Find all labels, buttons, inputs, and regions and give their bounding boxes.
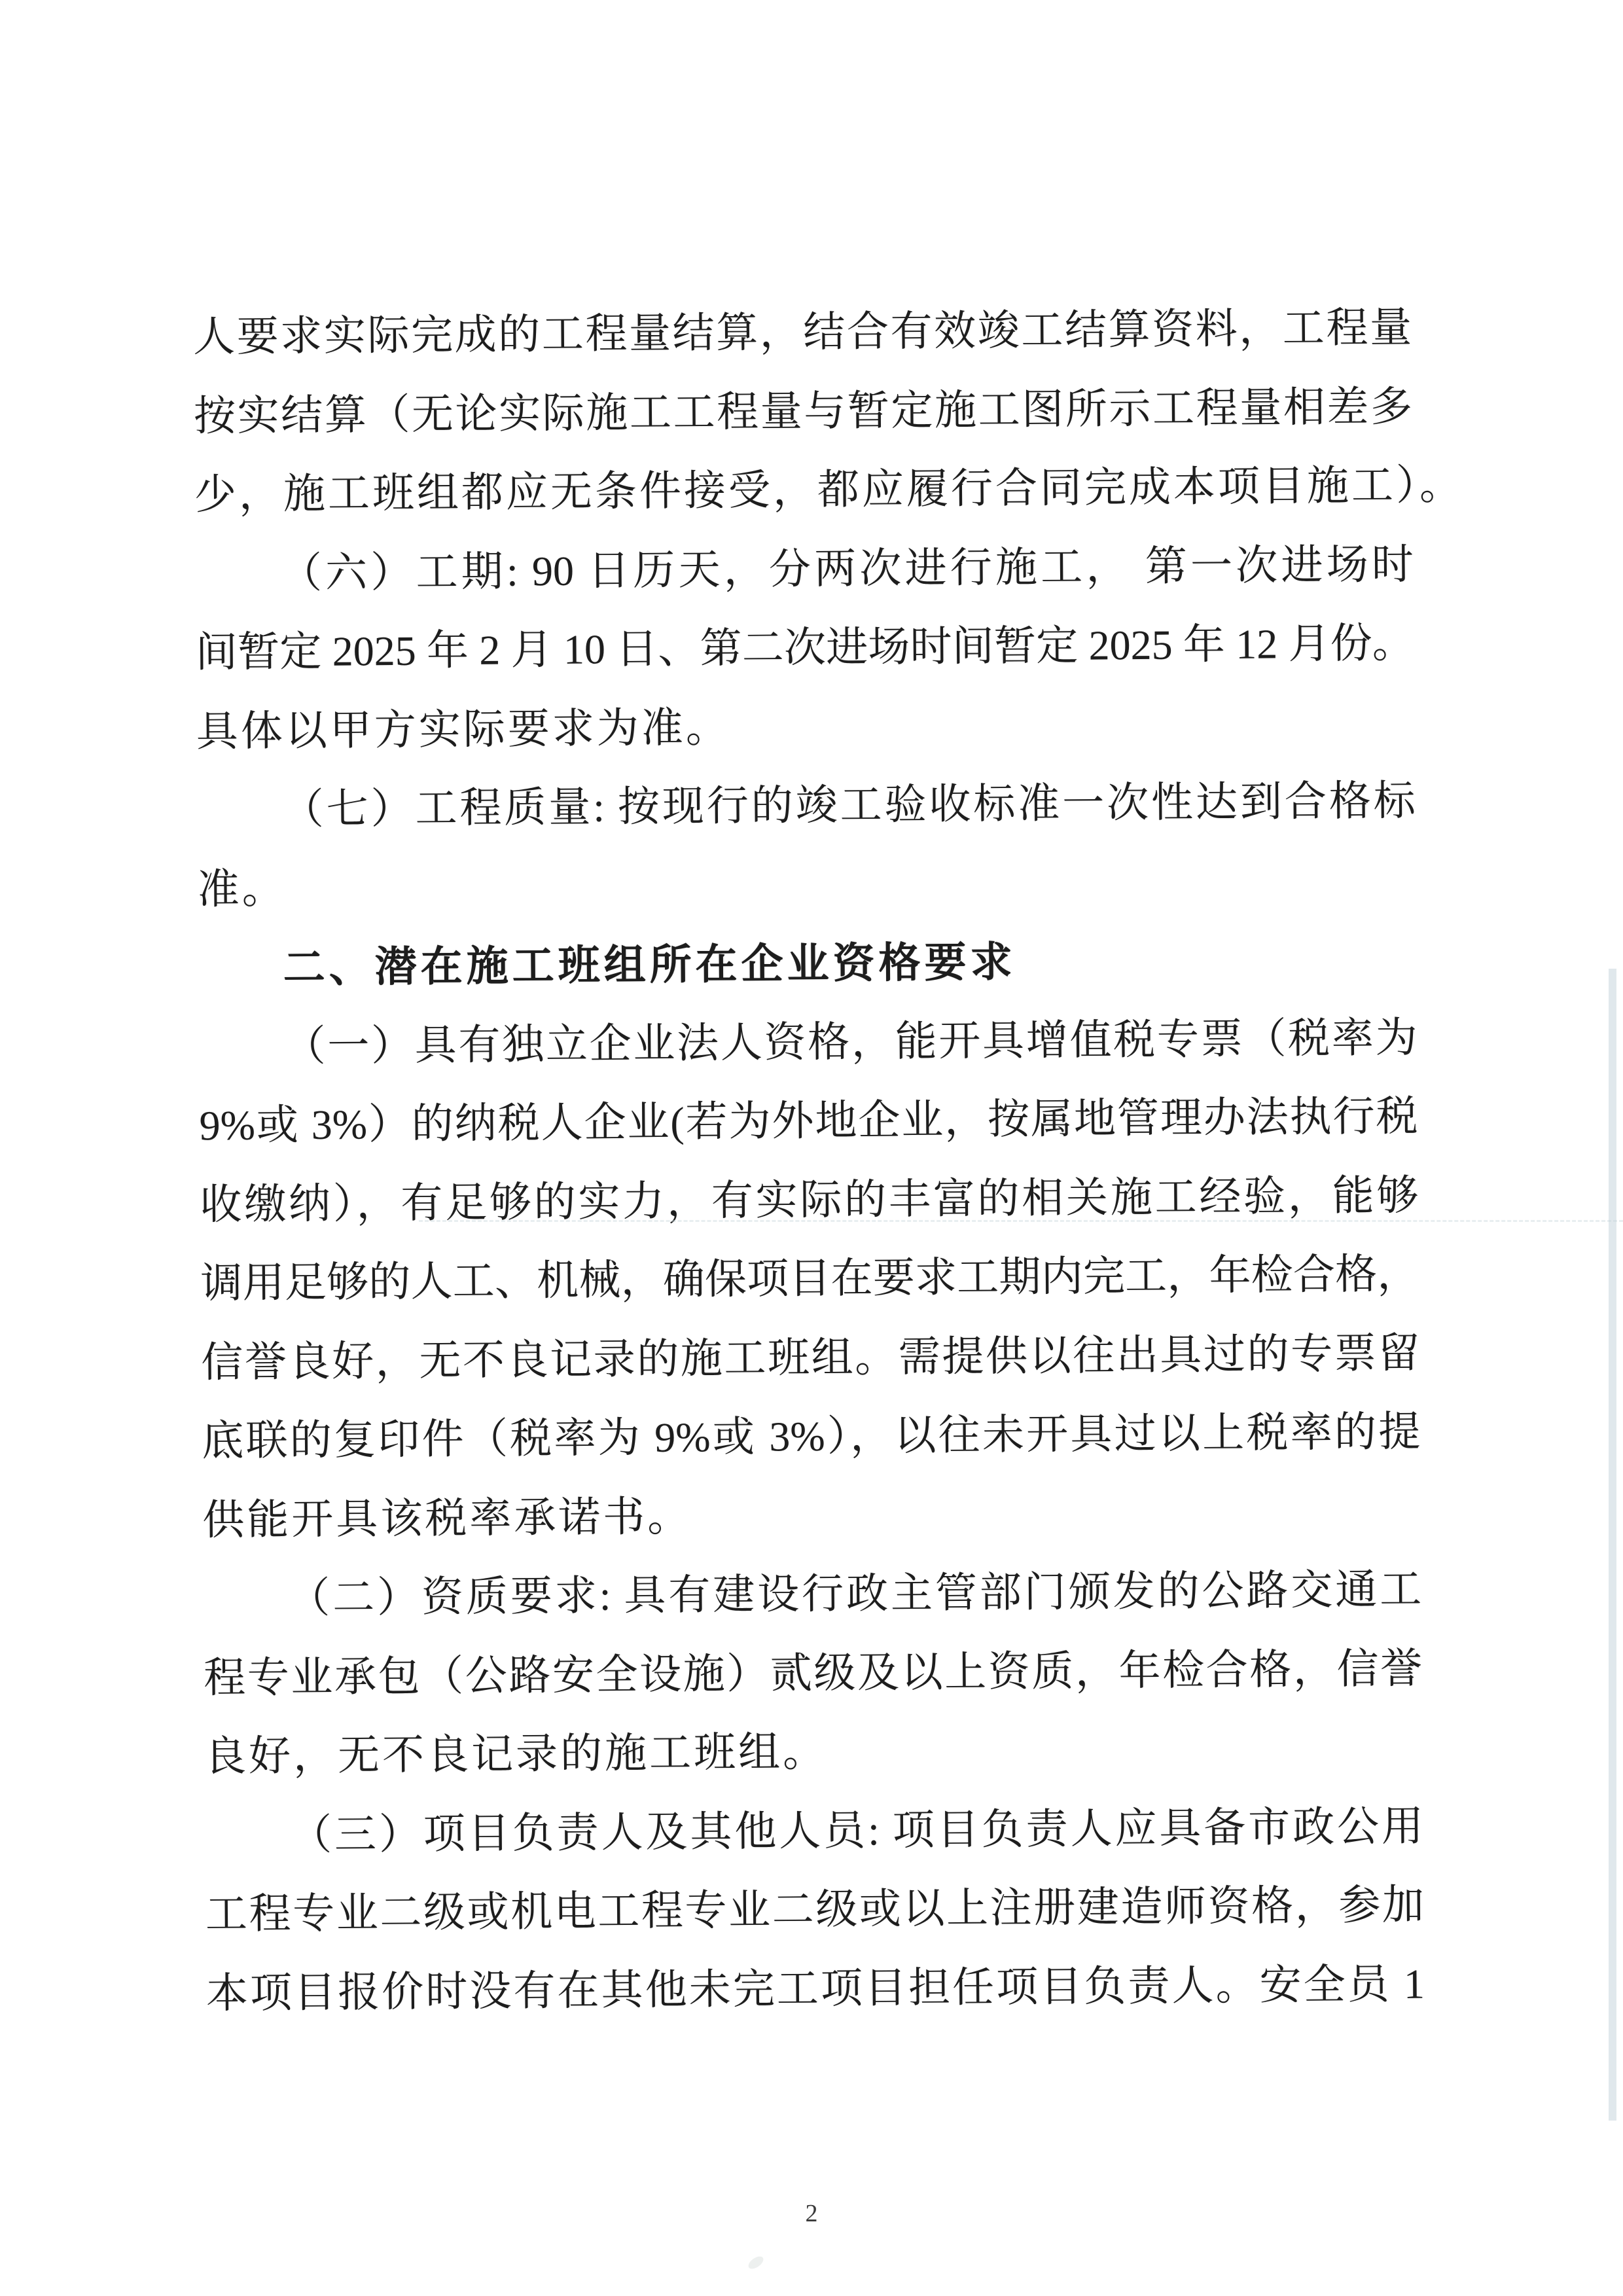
scan-smudge — [746, 2254, 765, 2271]
section-heading: 二、潜在施工班组所在企业资格要求 — [283, 938, 1016, 992]
text-line: 信誉良好，无不良记录的施工班组。需提供以往出具过的专票留 — [201, 1329, 1420, 1386]
text-line: 调用足够的人工、机械，确保项目在要求工期内完工，年检合格， — [200, 1250, 1419, 1307]
page-number: 2 — [805, 2200, 818, 2227]
text-line: 程专业承包（公路安全设施）贰级及以上资质，年检合格，信誉 — [203, 1645, 1423, 1701]
text-line: 按实结算（无论实际施工工程量与暂定施工图所示工程量相差多 — [193, 383, 1413, 439]
text-line: 准。 — [197, 865, 287, 912]
text-line: 人要求实际完成的工程量结算，结合有效竣工结算资料，工程量 — [192, 304, 1412, 361]
text-line: 本项目报价时没有在其他未完工项目担任项目负责人。安全员 1 — [205, 1960, 1425, 2017]
scan-streak-vertical — [1609, 969, 1616, 2121]
text-line-clause-7: （七）工程质量: 按现行的竣工验收标准一次性达到合格标 — [281, 777, 1416, 833]
text-line: 良好，无不良记录的施工班组。 — [204, 1728, 828, 1780]
text-line: 间暂定 2025 年 2 月 10 日、第二次进场时间暂定 2025 年 12 月份。 — [195, 619, 1415, 676]
text-line-clause-6: （六）工期: 90 日历天，分两次进行施工， 第一次进场时 — [279, 541, 1414, 596]
text-line: 少，施工班组都应无条件接受，都应履行合同完成本项目施工）。 — [194, 461, 1465, 518]
text-line: 供能开具该税率承诺书。 — [202, 1492, 692, 1543]
document-body — [192, 289, 1465, 2034]
text-line: 具体以甲方实际要求为准。 — [196, 704, 731, 755]
text-line-item-1: （一）具有独立企业法人资格，能开具增值税专票（税率为 — [283, 1014, 1418, 1069]
text-line-item-2: （二）资质要求: 具有建设行政主管部门颁发的公路交通工 — [287, 1566, 1422, 1622]
text-line: 9%或 3%）的纳税人企业(若为外地企业，按属地管理办法执行税 — [199, 1092, 1418, 1149]
text-line: 底联的复印件（税率为 9%或 3%），以往未开具过以上税率的提 — [202, 1408, 1421, 1465]
text-line-item-3: （三）项目负责人及其他人员: 项目负责人应具备市政公用 — [289, 1803, 1424, 1858]
text-line: 收缴纳），有足够的实力，有实际的丰富的相关施工经验，能够 — [200, 1172, 1419, 1228]
text-line: 工程专业二级或机电工程专业二级或以上注册建造师资格，参加 — [205, 1881, 1425, 1938]
scan-streak-horizontal — [419, 1220, 1623, 1222]
